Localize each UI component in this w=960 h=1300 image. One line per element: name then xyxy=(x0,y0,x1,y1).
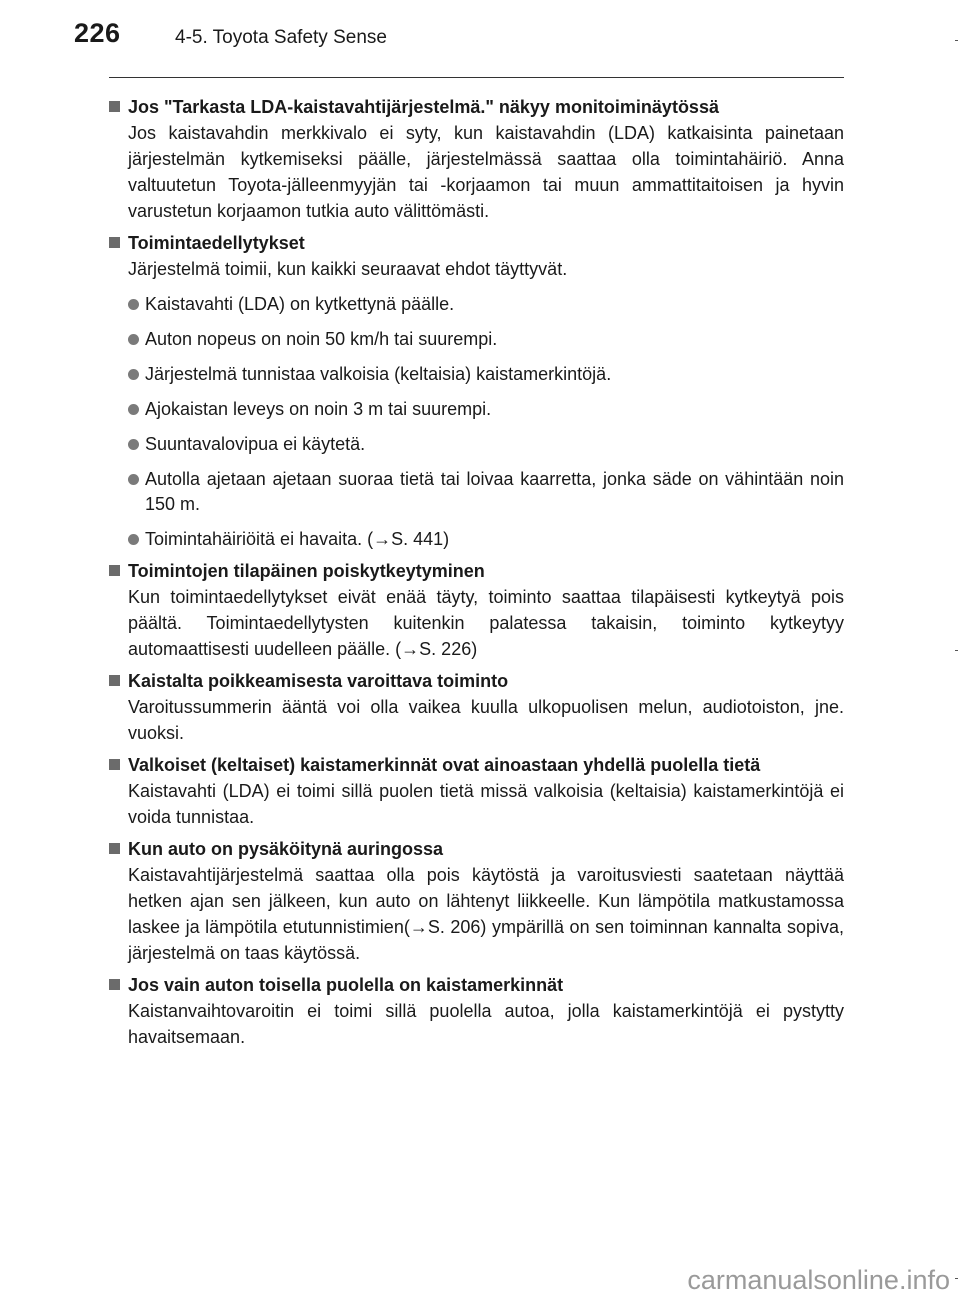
paragraph: Jos kaistavahdin merkkivalo ei syty, kun kaistavahdin (LDA) katkaisinta painetaan järjestelmän kytkemiseksi päälle, järjestelmässä saattaa olla toimintahäiriö. Anna valtuutetun Toyota-jälleenmyyjän tai -korjaamon tai muun ammattitaitoisen ja hyvin varustetun korjaamon tutkia auto välittömästi. xyxy=(128,123,844,221)
section-heading xyxy=(109,558,844,584)
paragraph: Varoitussummerin ääntä voi olla vaikea kuulla ulkopuolisen melun, audiotoiston, jne. vuoksi. xyxy=(128,697,844,743)
paragraph: Kaistavahtijärjestelmä saattaa olla pois käytöstä ja varoitusviesti saatetaan näyttää hetken ajan sen jälkeen, kun auto on lähtenyt liikkeelle. Kun lämpötila matkustamossa laskee ja lämpötila etutunnistimien(→S. 206) ympärillä on sen toiminnan kannalta sopiva, järjestelmä on taas käytössä. xyxy=(128,865,844,963)
heading-text: Toimintaedellytykset xyxy=(128,233,305,253)
header-rule xyxy=(109,77,844,78)
round-bullet-icon xyxy=(128,299,139,310)
square-bullet-icon xyxy=(109,843,120,854)
section-heading xyxy=(109,972,844,998)
section-heading xyxy=(109,668,844,694)
crop-mark xyxy=(955,1278,958,1279)
round-bullet-icon xyxy=(128,534,139,545)
heading-text: Jos "Tarkasta LDA-kaistavahtijärjestelmä." näkyy monitoiminäytössä xyxy=(128,97,719,117)
paragraph: Kun toimintaedellytykset eivät enää täyty, toiminto saattaa tilapäisesti kytkeytyä pois päältä. Toimintaedellytysten kuitenkin palatessa takaisin, toiminto kytkeytyy automaattisesti uudelleen päälle. (→S. 226) xyxy=(128,587,844,659)
round-bullet-icon xyxy=(128,439,139,450)
page-number: 226 xyxy=(74,18,121,48)
crop-mark xyxy=(955,650,958,651)
square-bullet-icon xyxy=(109,979,120,990)
round-bullet-icon xyxy=(128,474,139,485)
square-bullet-icon xyxy=(109,675,120,686)
square-bullet-icon xyxy=(109,759,120,770)
square-bullet-icon xyxy=(109,237,120,248)
list-item-text: Suuntavalovipua ei käytetä. xyxy=(145,434,366,454)
section-heading xyxy=(109,836,844,862)
list-item xyxy=(128,432,844,457)
list-item-text: Autolla ajetaan ajetaan suoraa tietä tai loivaa kaarretta, jonka säde on vähintään noin 150 m. xyxy=(145,469,844,514)
round-bullet-icon xyxy=(128,404,139,415)
section-heading xyxy=(109,94,844,120)
list-item-text: Auton nopeus on noin 50 km/h tai suurempi. xyxy=(145,329,498,349)
heading-text: Jos vain auton toisella puolella on kaistamerkinnät xyxy=(128,975,564,995)
heading-text: Toimintojen tilapäinen poiskytkeytyminen xyxy=(128,561,485,581)
paragraph: Kaistanvaihtovaroitin ei toimi sillä puolella autoa, jolla kaistamerkintöjä ei pystytty havaitsemaan. xyxy=(128,1001,844,1047)
list-item xyxy=(128,527,844,552)
paragraph: Järjestelmä toimii, kun kaikki seuraavat ehdot täyttyvät. xyxy=(128,259,568,279)
square-bullet-icon xyxy=(109,565,120,576)
list-item-text: Ajokaistan leveys on noin 3 m tai suurempi. xyxy=(145,399,492,419)
watermark: carmanualsonline.info xyxy=(687,1265,950,1295)
section-title: 4-5. Toyota Safety Sense xyxy=(175,27,387,48)
list-item xyxy=(128,467,844,517)
list-item xyxy=(128,362,844,387)
crop-mark xyxy=(955,40,958,41)
list-item xyxy=(128,397,844,422)
round-bullet-icon xyxy=(128,369,139,380)
list-item xyxy=(128,327,844,352)
list-item-text: Järjestelmä tunnistaa valkoisia (keltaisia) kaistamerkintöjä. xyxy=(145,364,612,384)
heading-text: Kun auto on pysäköitynä auringossa xyxy=(128,839,444,859)
list-item-text: Kaistavahti (LDA) on kytkettynä päälle. xyxy=(145,294,455,314)
heading-text: Valkoiset (keltaiset) kaistamerkinnät ovat ainoastaan yhdellä puolella tietä xyxy=(128,755,761,775)
heading-text: Kaistalta poikkeamisesta varoittava toiminto xyxy=(128,671,509,691)
list-item xyxy=(128,292,844,317)
page-content xyxy=(109,88,844,1050)
round-bullet-icon xyxy=(128,334,139,345)
section-heading xyxy=(109,752,844,778)
section-heading xyxy=(109,230,844,256)
paragraph: Kaistavahti (LDA) ei toimi sillä puolen tietä missä valkoisia (keltaisia) kaistamerkintöjä ei voida tunnistaa. xyxy=(128,781,844,827)
square-bullet-icon xyxy=(109,101,120,112)
list-item-text: Toimintahäiriöitä ei havaita. (→S. 441) xyxy=(145,529,450,549)
